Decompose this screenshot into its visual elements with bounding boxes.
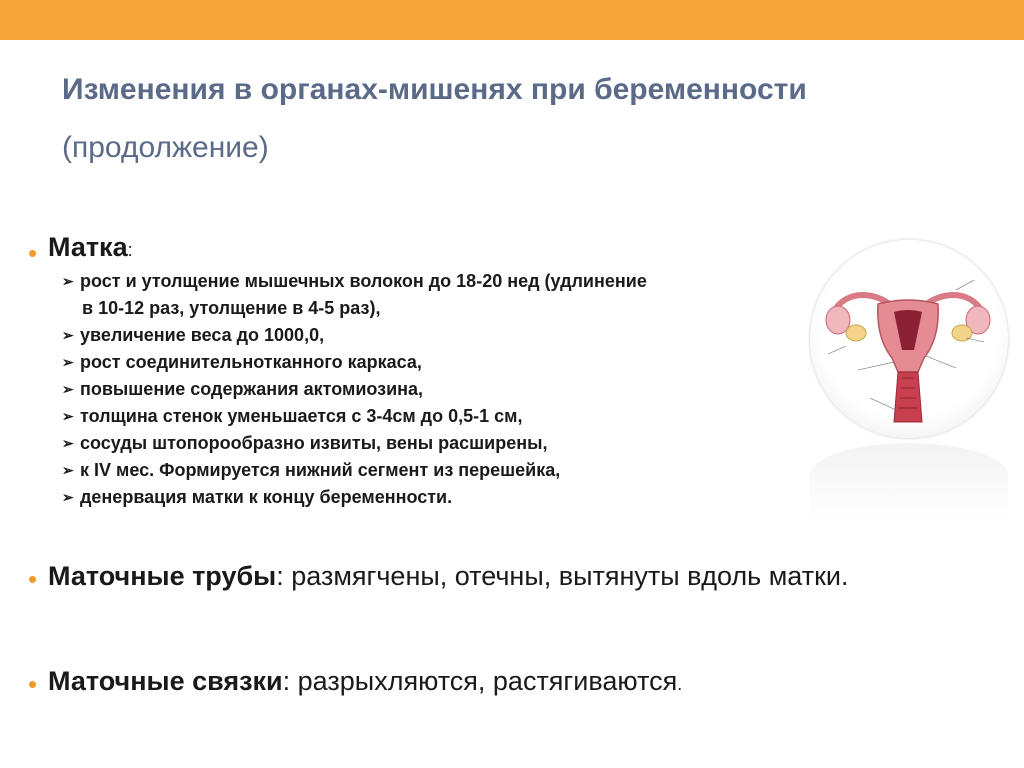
- list-item: [62, 430, 802, 457]
- list-item: [62, 376, 802, 403]
- ligaments-tail: .: [677, 674, 683, 694]
- bullet-icon: •: [28, 238, 38, 268]
- bullet-icon: •: [28, 669, 38, 699]
- uterus-anatomy-icon: [806, 238, 1010, 468]
- arrow-bullet-icon: ➢: [62, 462, 74, 478]
- ligaments-text: разрыхляются, растягиваются: [290, 666, 678, 696]
- list-item-continuation: [62, 295, 802, 322]
- uterus-heading: [48, 232, 133, 263]
- arrow-bullet-icon: ➢: [62, 408, 74, 424]
- list-item-text: толщина стенок уменьшается с 3-4см до 0,5-1 см,: [80, 406, 523, 426]
- list-item-text: повышение содержания актомиозина,: [80, 379, 424, 399]
- ligaments-paragraph: [48, 665, 968, 701]
- ligaments-heading: Маточные связки: [48, 666, 283, 696]
- list-item-text: рост и утолщение мышечных волокон до 18-20 нед (удлинение: [80, 271, 647, 291]
- list-item-text: сосуды штопорообразно извиты, вены расширены,: [80, 433, 548, 453]
- tubes-paragraph: [48, 560, 968, 593]
- arrow-bullet-icon: ➢: [62, 381, 74, 397]
- arrow-bullet-icon: ➢: [62, 273, 74, 289]
- list-item: [62, 484, 802, 511]
- arrow-bullet-icon: ➢: [62, 435, 74, 451]
- arrow-bullet-icon: ➢: [62, 327, 74, 343]
- ligaments-colon: :: [282, 666, 291, 696]
- uterus-heading-label: Матка: [48, 232, 128, 262]
- list-item: [62, 349, 802, 376]
- uterus-changes-list: [62, 268, 802, 511]
- list-item: [62, 268, 802, 295]
- list-item-text: денервация матки к концу беременности.: [80, 487, 453, 507]
- uterus-illustration: [806, 238, 1010, 528]
- arrow-bullet-icon: ➢: [62, 489, 74, 505]
- list-item-text: к IV мес. Формируется нижний сегмент из перешейка,: [80, 460, 561, 480]
- list-item-text: в 10-12 раз, утолщение в 4-5 раз),: [82, 298, 381, 318]
- list-item: [62, 403, 802, 430]
- slide-subtitle: (продолжение): [62, 131, 269, 164]
- bullet-icon: •: [28, 564, 38, 594]
- tubes-text: размягчены, отечны, вытянуты вдоль матки.: [283, 561, 849, 591]
- tubes-colon: :: [276, 561, 284, 591]
- arrow-bullet-icon: ➢: [62, 354, 74, 370]
- slide-title: Изменения в органах-мишенях при беременности: [62, 73, 807, 106]
- top-accent-bar: [0, 0, 1024, 40]
- uterus-heading-colon: :: [127, 240, 133, 260]
- list-item: [62, 457, 802, 484]
- list-item: [62, 322, 802, 349]
- list-item-text: увеличение веса до 1000,0,: [80, 325, 325, 345]
- list-item-text: рост соединительнотканного каркаса,: [80, 352, 422, 372]
- tubes-heading: Маточные трубы: [48, 561, 277, 591]
